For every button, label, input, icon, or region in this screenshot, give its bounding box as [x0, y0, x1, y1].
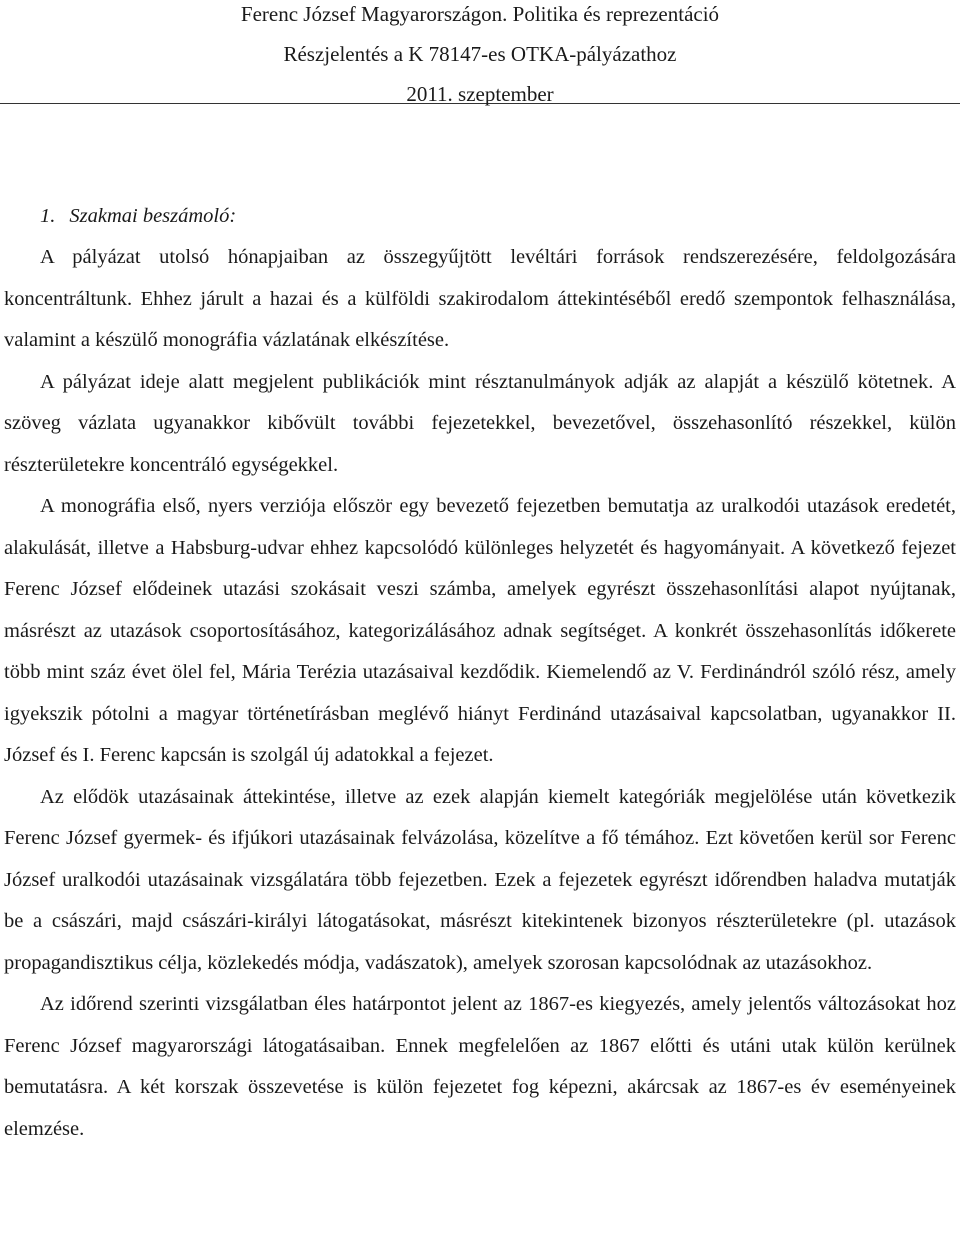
header-title: Ferenc József Magyarországon. Politika és reprezentáció: [240, 2, 720, 26]
section-title: Szakmai beszámoló:: [69, 205, 237, 227]
section-number: 1.: [40, 205, 56, 227]
section-heading: [4, 196, 956, 237]
paragraph: A pályázat ideje alatt megjelent publikációk mint résztanulmányok adják az alapját a készülő kötetnek. A szöveg vázlata ugyanakkor kibővült további fejezetekkel, bevezetővel, összehasonlító részekkel, külön részterületekre koncentráló egységekkel.: [4, 370, 956, 476]
document-body: [0, 196, 960, 1150]
paragraph: Az elődök utazásainak áttekintése, illetve az ezek alapján kiemelt kategóriák megjelölése után következik Ferenc József gyermek- és ifjúkori utazásainak felvázolása, közelítve a fő témához. Ezt követően kerül sor Ferenc József uralkodói utazásainak vizsgálatára több fejezetben. Ezek a fejezetek egyrészt időrendben haladva mutatják be a császári, majd császári-királyi látogatásokat, másrészt kitekintenek bizonyos részterületekre (pl. utazások propagandisztikus célja, közlekedés módja, vadászatok), amelyek szorosan kapcsolódnak az utazásokhoz.: [4, 785, 956, 974]
paragraph: Az időrend szerinti vizsgálatban éles határpontot jelent az 1867-es kiegyezés, amely jelentős változásokat hoz Ferenc József magyarországi látogatásaiban. Ennek megfelelően az 1867 előtti és utáni utak külön kerülnek bemutatásra. A két korszak összevetése is külön fejezetet fog képezni, akárcsak az 1867-es év eseményeinek elemzése.: [4, 993, 956, 1140]
document-header: [0, 0, 960, 104]
header-subtitle: Részjelentés a K 78147-es OTKA-pályázathoz: [283, 42, 677, 66]
paragraph: A pályázat utolsó hónapjaiban az összegyűjtött levéltári források rendszerezésére, feldolgozására koncentráltunk. Ehhez járult a hazai és a külföldi szakirodalom áttekintéséből eredő szempontok felhasználása, valamint a készülő monográfia vázlatának elkészítése.: [4, 246, 956, 351]
header-date: 2011. szeptember: [406, 82, 554, 106]
paragraph: A monográfia első, nyers verziója először egy bevezető fejezetben bemutatja az uralkodói utazások eredetét, alakulását, illetve a Habsburg-udvar ehhez kapcsolódó különleges helyzetét és hagyományait. A következő fejezet Ferenc József elődeinek utazási szokásait veszi számba, amelyek egyrészt összehasonlítási alapot nyújtanak, másrészt az utazások csoportosításához, kategorizálásához adnak segítséget. A konkrét összehasonlítás időkerete több mint száz évet ölel fel, Mária Terézia utazásaival kezdődik. Kiemelendő az V. Ferdinándról szóló rész, amely igyekszik pótolni a magyar történetírásban meglévő hiányt Ferdinánd utazásaival kapcsolatban, ugyanakkor II. József és I. Ferenc kapcsán is szolgál új adatokkal a fejezet.: [4, 495, 956, 766]
